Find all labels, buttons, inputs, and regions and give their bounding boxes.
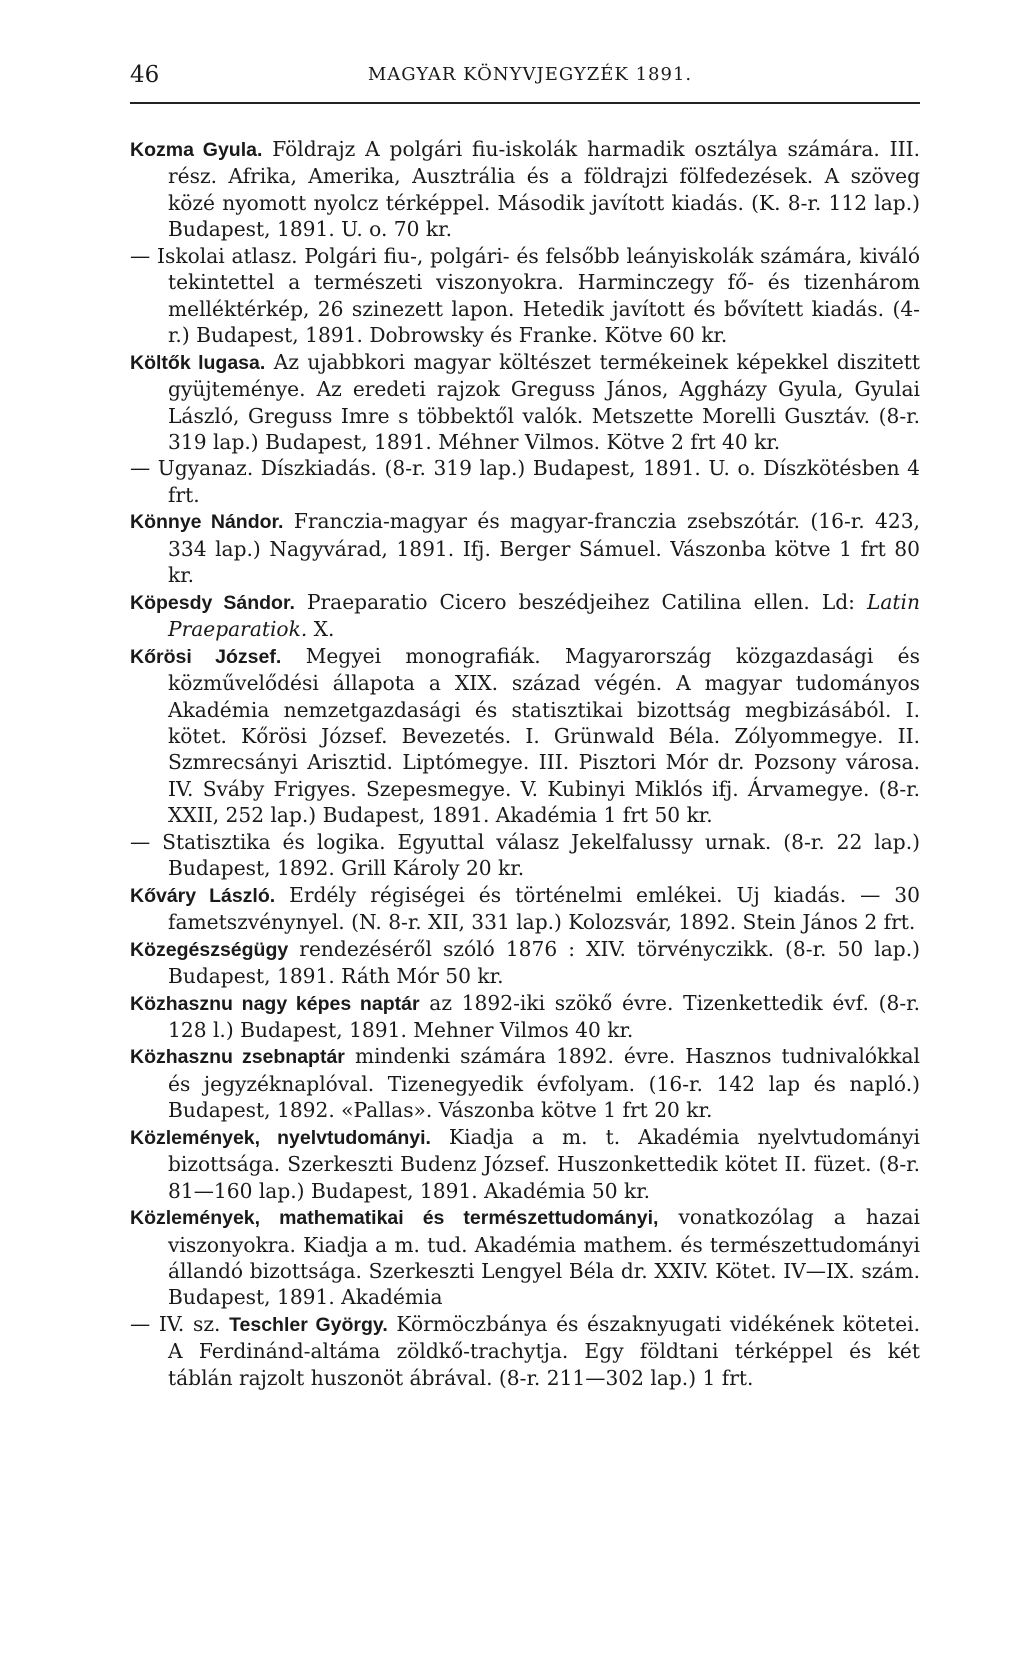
- entry-text: IV. sz. Teschler György. Körmöczbánya és északnyugati vidékének kötetei. A Ferdinánd-altáma zöldkő-trachytja. Egy földtani térképpel és két táblán rajzolt huszonöt ábrával. (8-r. 211—302 lap.) 1 frt.: [158, 1311, 921, 1390]
- catalog-entry: [130, 1124, 920, 1204]
- entry-head: Közlemények, mathematikai és természettudományi,: [130, 1207, 659, 1230]
- catalog-entry: [130, 643, 920, 829]
- catalog-entry: [130, 508, 920, 588]
- cross-reference: Latin Praeparatiok.: [168, 589, 920, 642]
- entry-head: Kozma Gyula.: [130, 139, 263, 161]
- entry-text: Erdély régiségei és történelmi emlékei. Uj kiadás. — 30 fametszvénynyel. (N. 8-r. XII, 331 lap.) Kolozsvár, 1892. Stein János 2 frt.: [168, 882, 920, 935]
- entry-text: Földrajz A polgári fiu-iskolák harmadik osztálya számára. III. rész. Afrika, Amerika, Ausztrália és a földrajzi fölfedezések. A szöveg közé nyomott nyolcz térképpel. Második javított kiadás. (K. 8-r. 112 lap.) Budapest, 1891. U. o. 70 kr.: [168, 137, 920, 242]
- entry-text: Praeparatio Cicero beszédjeihez Catilina ellen. Ld: Latin Praeparatiok. X.: [168, 589, 920, 642]
- entry-head: Kőváry László.: [130, 884, 276, 907]
- entry-text: vonatkozólag a hazai viszonyokra. Kiadja a m. tud. Akadémia mathem. és természettudományi állandó bizottsága. Szerkeszti Lengyel Béla dr. XXIV. Kötet. IV—IX. szám. Budapest, 1891. Akadémia: [168, 1205, 921, 1310]
- entry-text: rendezéséről szóló 1876 : XIV. törvényczikk. (8-r. 50 lap.) Budapest, 1891. Ráth Mór 50 kr.: [168, 936, 920, 989]
- catalog-entry: [130, 136, 920, 243]
- entry-dash: —: [130, 829, 151, 854]
- entry-head: Közegészségügy: [130, 938, 289, 961]
- catalog-entry: [130, 1043, 920, 1123]
- entry-list: [130, 136, 920, 1391]
- entry-text: mindenki számára 1892. évre. Hasznos tudnivalókkal és jegyzéknaplóval. Tizenegyedik évfolyam. (16-r. 142 lap és napló.) Budapest, 1892. «Pallas». Vászonba kötve 1 frt 20 kr.: [168, 1044, 920, 1123]
- running-head-title: MAGYAR KÖNYVJEGYZÉK 1891.: [367, 64, 693, 85]
- entry-text: Ugyanaz. Díszkiadás. (8-r. 319 lap.) Budapest, 1891. U. o. Díszkötésben 4 frt.: [157, 456, 920, 507]
- entry-head: Közlemények, nyelvtudományi.: [130, 1126, 431, 1149]
- page-number: 46: [130, 62, 160, 88]
- catalog-entry: [130, 936, 920, 990]
- entry-head: Költők lugasa.: [130, 351, 266, 374]
- entry-text: Statisztika és logika. Egyuttal válasz Jekelfalussy urnak. (8-r. 22 lap.) Budapest, 1892. Grill Károly 20 kr.: [162, 829, 920, 881]
- entry-head: Kőrösi József.: [130, 645, 282, 668]
- entry-head: Könnye Nándor.: [130, 511, 284, 534]
- header-rule: [130, 102, 920, 104]
- entry-head: Közhasznu nagy képes naptár: [130, 992, 420, 1015]
- entry-text: Az ujabbkori magyar költészet termékeinek képekkel diszitett gyüjteménye. Az eredeti rajzok Greguss János, Aggházy Gyula, Gyulai László, Greguss Imre s többektől valók. Metszette Morelli Gusztáv. (8-r. 319 lap.) Budapest, 1891. Méhner Vilmos. Kötve 2 frt 40 kr.: [168, 349, 920, 454]
- entry-text: Megyei monografiák. Magyarország közgazdasági és közművelődési állapota a XIX. század végén. A magyar tudományos Akadémia nemzetgazdasági és statisztikai bizottság megbizásából. I. kötet. Kőrösi József. Bevezetés. I. Grünwald Béla. Zólyommegye. II. Szmrecsányi Arisztid. Liptómegye. III. Pisztori Mór dr. Pozsony városa. IV. Sváby Frigyes. Szepesmegye. V. Kubinyi Miklós ifj. Árvamegye. (8-r. XXII, 252 lap.) Budapest, 1891. Akadémia 1 frt 50 kr.: [168, 643, 920, 828]
- entry-head: Köpesdy Sándor.: [130, 591, 295, 614]
- catalog-entry: [130, 1204, 920, 1311]
- entry-text: Iskolai atlasz. Polgári fiu-, polgári- és felsőbb leányiskolák számára, kiváló tekintettel a természeti viszonyokra. Harminczegy fő- és tizenhárom melléktérkép, 26 szinezett lapon. Hetedik javított és bővített kiadás. (4-r.) Budapest, 1891. Dobrowsky és Franke. Kötve 60 kr.: [157, 243, 920, 348]
- catalog-entry: [130, 349, 920, 456]
- entry-text: Franczia-magyar és magyar-franczia zsebszótár. (16-r. 423, 334 lap.) Nagyvárad, 1891. Ifj. Berger Sámuel. Vászonba kötve 1 frt 80 kr.: [168, 509, 920, 588]
- catalog-entry: [130, 829, 920, 882]
- entry-text: Kiadja a m. t. Akadémia nyelvtudományi bizottsága. Szerkeszti Budenz József. Huszonkettedik kötet II. füzet. (8-r. 81—160 lap.) Budapest, 1891. Akadémia 50 kr.: [168, 1124, 921, 1203]
- author-name: Teschler György.: [229, 1313, 388, 1336]
- entry-dash: —: [130, 243, 151, 268]
- catalog-entry: [130, 1311, 920, 1391]
- catalog-entry: [130, 882, 920, 936]
- running-header: [130, 58, 930, 98]
- entry-dash: —: [130, 456, 151, 481]
- catalog-entry: [130, 455, 920, 508]
- catalog-entry: [130, 990, 920, 1044]
- entry-text: az 1892-iki szökő évre. Tizenkettedik évf. (8-r. 128 l.) Budapest, 1891. Mehner Vilmos 40 kr.: [168, 990, 920, 1042]
- catalog-entry: [130, 589, 920, 643]
- entry-head: Közhasznu zsebnaptár: [130, 1046, 345, 1069]
- entry-dash: —: [130, 1311, 151, 1336]
- catalog-entry: [130, 243, 920, 349]
